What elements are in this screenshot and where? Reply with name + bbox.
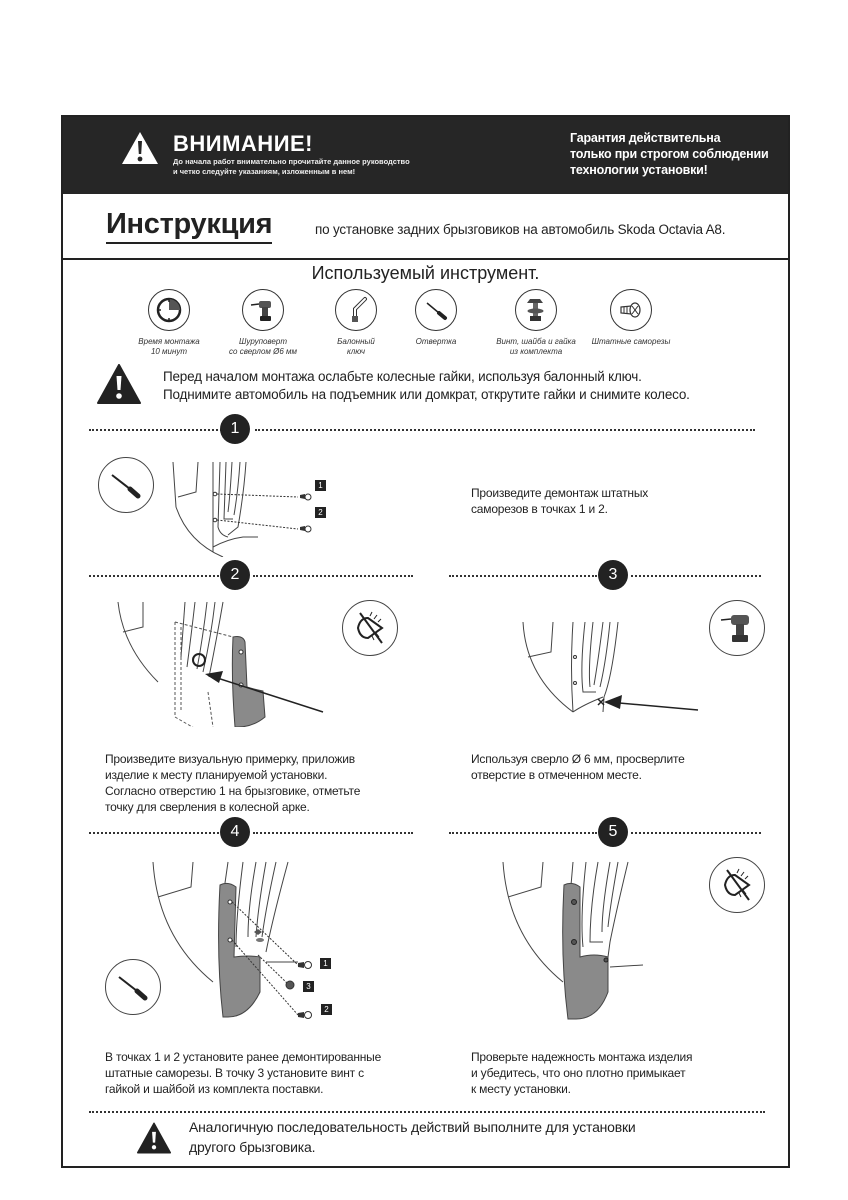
tool-item (311, 289, 401, 357)
document-title: Инструкция (106, 208, 272, 244)
warning-triangle-icon (97, 364, 141, 404)
divider (255, 429, 755, 431)
visual-check-icon (342, 600, 398, 656)
tool-label: Балонный ключ (337, 337, 375, 356)
step-1-text: Произведите демонтаж штатных саморезов в точках 1 и 2. (471, 486, 649, 516)
mudflap-fitting-illustration (113, 597, 343, 727)
wheel-wrench-icon (335, 289, 377, 331)
step-5-text: Проверьте надежность монтажа изделия и убедитесь, что оно плотно примыкает к месту установки. (471, 1050, 693, 1096)
drill-icon (242, 289, 284, 331)
tool-label: Штатные саморезы (591, 337, 671, 346)
warning-header (63, 117, 788, 194)
point-marker: 2 (315, 507, 326, 518)
screwdriver-icon (98, 457, 154, 513)
guarantee-line: технологии установки! (570, 163, 708, 177)
bolt-washer-nut-icon (515, 289, 557, 331)
screwdriver-icon (415, 289, 457, 331)
guarantee-note (570, 130, 768, 178)
clock-icon (148, 289, 190, 331)
point-marker: 1 (315, 480, 326, 491)
final-warning-line: Аналогичную последовательность действий выполните для установки (189, 1119, 636, 1135)
tools-heading: Используемый инструмент. (311, 263, 540, 283)
warning-line: Поднимите автомобиль на подъемник или домкрат, открутите гайки и снимите колесо. (163, 387, 690, 402)
tool-item (491, 289, 581, 357)
warning-title: ВНИМАНИЕ! (173, 131, 314, 156)
tool-label: Шуруповерт со сверлом Ø6 мм (229, 337, 297, 356)
pre-work-warning-text (163, 368, 763, 404)
warning-subtitle-line: До начала работ внимательно прочитайте данное руководство (173, 157, 410, 166)
step-badge: 1 (220, 414, 250, 444)
final-warning-text (189, 1117, 749, 1157)
point-marker: 2 (321, 1004, 332, 1015)
tool-label: Винт, шайба и гайка из комплекта (496, 337, 576, 356)
step-badge: 2 (220, 560, 250, 590)
final-warning-line: другого брызговика. (189, 1139, 316, 1155)
step-badge: 5 (598, 817, 628, 847)
screwdriver-icon (105, 959, 161, 1015)
visual-check-icon (709, 857, 765, 913)
document-subtitle: по установке задних брызговиков на автомобиль Skoda Octavia A8. (315, 222, 726, 237)
divider (449, 575, 597, 577)
divider (631, 832, 761, 834)
instruction-sheet (61, 115, 790, 1168)
point-marker: 1 (320, 958, 331, 969)
warning-line: Перед началом монтажа ослабьте колесные гайки, используя балонный ключ. (163, 369, 642, 384)
step-3-text: Используя сверло Ø 6 мм, просверлите отверстие в отмеченном месте. (471, 752, 685, 782)
divider (89, 575, 219, 577)
divider (89, 1111, 765, 1113)
step-2-text: Произведите визуальную примерку, приложив изделие к месту планируемой установки. Согласно отверстию 1 на брызговике, отметьте точку для сверления в колесной арке. (105, 752, 361, 814)
divider (449, 832, 597, 834)
warning-triangle-icon (137, 1121, 171, 1155)
divider (253, 575, 413, 577)
wheel-arch-drilling-illustration (518, 617, 718, 727)
drill-icon (709, 600, 765, 656)
divider (253, 832, 413, 834)
divider (631, 575, 761, 577)
step-4-text: В точках 1 и 2 установите ранее демонтированные штатные саморезы. В точку 3 установите винт с гайкой и шайбой из комплекта поставки. (105, 1050, 382, 1096)
tool-item (218, 289, 308, 357)
warning-triangle-icon (121, 131, 159, 165)
point-marker: 3 (303, 981, 314, 992)
tool-label: Время монтажа 10 минут (138, 337, 200, 356)
warning-subtitle (173, 157, 410, 177)
self-tapping-screw-icon (610, 289, 652, 331)
guarantee-line: Гарантия действительна (570, 131, 721, 145)
divider (89, 429, 225, 431)
tool-item (391, 289, 481, 347)
warning-subtitle-line: и четко следуйте указаниям, изложенным в нем! (173, 167, 356, 176)
tool-item (124, 289, 214, 357)
mudflap-installed-illustration (498, 857, 698, 1032)
mudflap-fastening-illustration (148, 857, 348, 1032)
tool-label: Отвертка (415, 337, 457, 346)
tool-item (586, 289, 676, 347)
guarantee-line: только при строгом соблюдении (570, 147, 769, 161)
step-badge: 3 (598, 560, 628, 590)
divider (89, 832, 219, 834)
step-badge: 4 (220, 817, 250, 847)
title-band (63, 194, 788, 260)
